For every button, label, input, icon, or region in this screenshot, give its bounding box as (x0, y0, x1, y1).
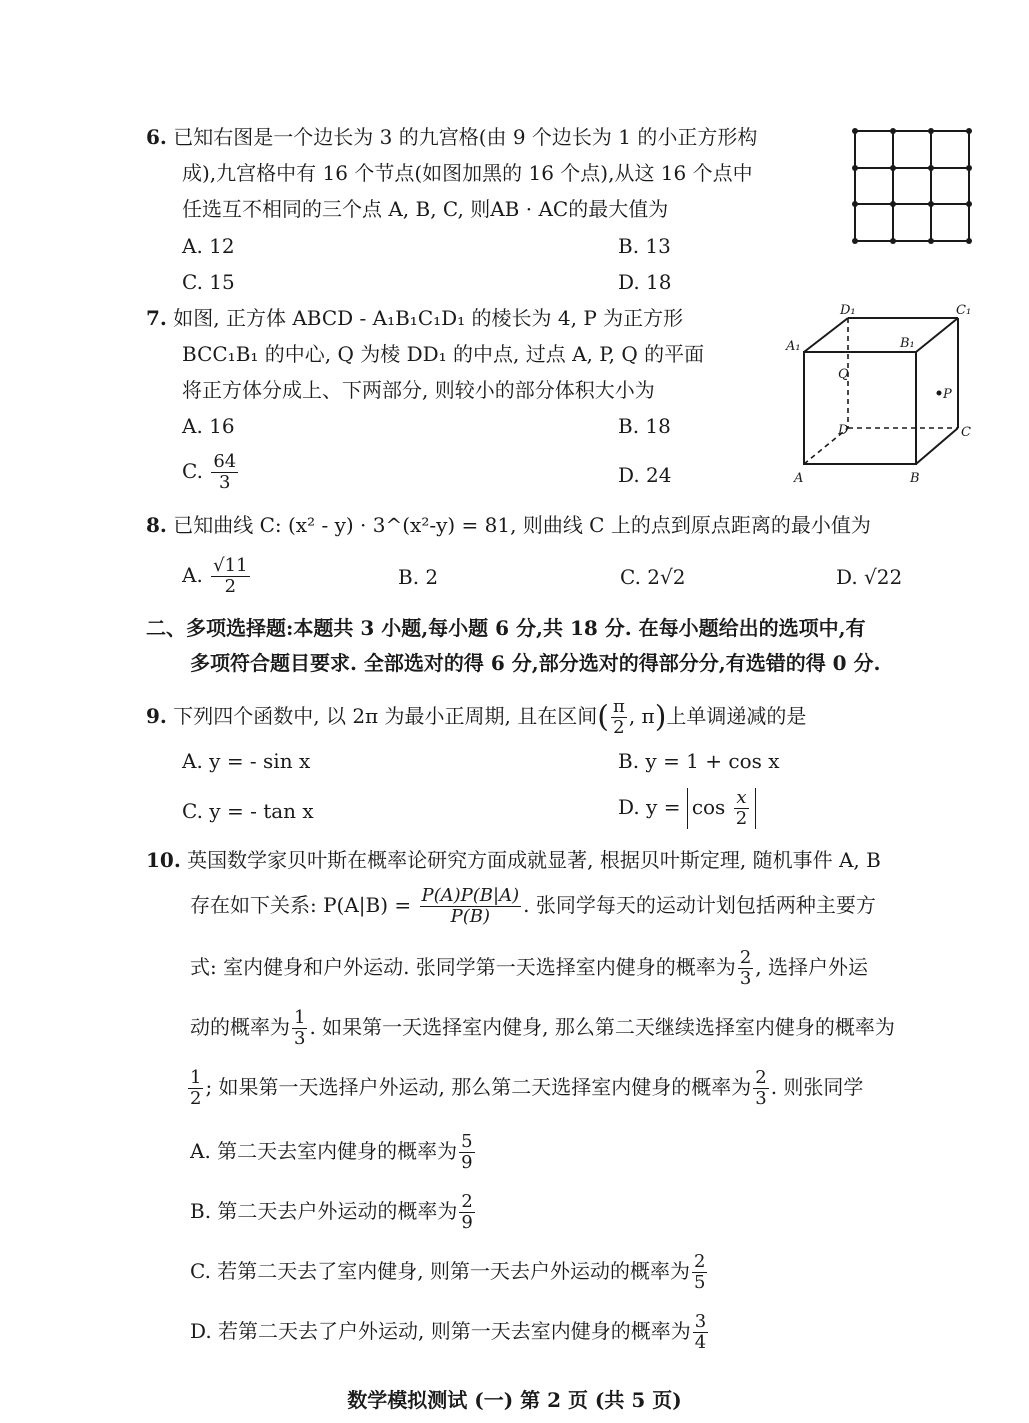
section2-heading-line2: 多项符合题目要求. 全部选对的得 6 分,部分选对的得部分分,有选错的得 0 分. (190, 651, 881, 675)
q10-p3-numerator: 1 (190, 1067, 202, 1088)
q10-p4-denominator: 3 (755, 1088, 767, 1109)
q10-text-1: 英国数学家贝叶斯在概率论研究方面成就显著, 根据贝叶斯定理, 随机事件 A, B (187, 848, 881, 872)
q10-option-d (190, 1312, 710, 1353)
q10-p2-denominator: 3 (294, 1028, 306, 1049)
q10-option-b-text: B. 第二天去户外运动的概率为 (190, 1199, 458, 1223)
q10-p3-denominator: 2 (190, 1088, 202, 1109)
q9-interval-fraction (611, 697, 627, 738)
q10-p4-fraction (753, 1068, 768, 1109)
cube-label-b: B (910, 471, 920, 486)
q8-option-c: C. 2√2 (620, 565, 686, 589)
q10-option-c-fraction (692, 1252, 707, 1293)
cube-label-d1: D₁ (840, 303, 856, 318)
q10-option-d-text: D. 若第二天去了户外运动, 则第一天去室内健身的概率为 (190, 1319, 691, 1343)
q10-line1 (146, 847, 881, 873)
q9-paren-open: ( (597, 699, 609, 735)
q10-p1-numerator: 2 (739, 947, 752, 968)
q10-line4-post: . 如果第一天选择室内健身, 那么第二天继续选择室内健身的概率为 (309, 1015, 895, 1039)
q10-option-a-fraction (459, 1132, 474, 1173)
q8-option-b: B. 2 (398, 565, 439, 589)
q10-p2-numerator: 1 (294, 1007, 306, 1028)
q10-option-a-numerator: 5 (461, 1131, 473, 1152)
q10-bayes-numerator: P(A)P(B|A) (421, 885, 520, 906)
q7-option-b: B. 18 (618, 414, 671, 438)
q8-option-a-numerator: √11 (213, 555, 248, 576)
q10-line3-post: , 选择户外运 (755, 955, 868, 979)
q9-option-d-cos: cos (691, 795, 726, 819)
q10-option-b-denominator: 9 (461, 1212, 473, 1233)
q10-option-d-numerator: 3 (694, 1311, 707, 1332)
q10-option-d-fraction (693, 1312, 708, 1353)
q10-bayes-fraction (420, 886, 522, 927)
q6-text-1: 已知右图是一个边长为 3 的九宫格(由 9 个边长为 1 的小正方形构 (173, 125, 758, 149)
q6-option-a: A. 12 (182, 234, 235, 258)
q10-option-a (190, 1132, 477, 1173)
q7-number: 7. (146, 306, 167, 330)
q10-line4-pre: 动的概率为 (190, 1015, 290, 1039)
cube-label-a: A (794, 471, 804, 486)
q10-line2 (190, 886, 876, 927)
cube-label-c: C (961, 425, 971, 440)
q9-number: 9. (146, 704, 167, 728)
q10-p1-fraction (738, 948, 753, 989)
q9-option-d-pre: D. y = (618, 795, 687, 819)
q9-option-d-abs (687, 788, 756, 829)
q10-option-c-numerator: 2 (694, 1251, 706, 1272)
q9-interval-denominator: 2 (613, 717, 625, 738)
q8-text: 已知曲线 C: (x² - y) · 3^(x²-y) = 81, 则曲线 C 上的点到原点距离的最小值为 (173, 513, 871, 537)
q10-line4 (190, 1008, 895, 1049)
nine-grid-figure (850, 126, 976, 246)
q10-option-b-fraction (459, 1192, 474, 1233)
cube-label-q: Q (838, 367, 849, 382)
q9-option-d-fraction (734, 788, 749, 829)
q10-line5 (186, 1068, 863, 1109)
q9-paren-close: ) (654, 699, 667, 735)
q8-option-a (182, 556, 252, 597)
q10-number: 10. (146, 848, 181, 872)
q9-option-d-denominator: 2 (735, 808, 748, 829)
cube-figure (782, 300, 982, 492)
q6-line3: 任选互不相同的三个点 A, B, C, 则AB · AC的最大值为 (182, 197, 669, 221)
q10-line5-mid: ; 如果第一天选择户外运动, 那么第二天选择室内健身的概率为 (205, 1075, 752, 1099)
q7-text-1: 如图, 正方体 ABCD - A₁B₁C₁D₁ 的棱长为 4, P 为正方形 (173, 306, 684, 330)
q8-option-a-label: A. (182, 563, 203, 587)
q10-option-c-denominator: 5 (694, 1272, 706, 1293)
q7-line1 (146, 305, 683, 331)
q7-option-c-label: C. (182, 459, 203, 483)
cube-label-p: P (943, 387, 952, 402)
q9-text-pre: 下列四个函数中, 以 2π 为最小正周期, 且在区间 (173, 704, 598, 728)
q6-option-b: B. 13 (618, 234, 671, 258)
q6-line1 (146, 124, 757, 150)
q10-option-a-denominator: 9 (461, 1152, 473, 1173)
q8-line1 (146, 512, 871, 538)
q10-option-d-denominator: 4 (694, 1332, 707, 1353)
section2-heading-line1: 二、多项选择题:本题共 3 小题,每小题 6 分,共 18 分. 在每小题给出的选项中,有 (146, 616, 866, 640)
q6-option-d: D. 18 (618, 270, 672, 294)
q7-option-c-denominator: 3 (219, 472, 231, 493)
q10-bayes-denominator: P(B) (450, 906, 491, 927)
q7-option-c (182, 452, 240, 493)
q9-option-d (618, 788, 756, 829)
q9-text-post: 上单调递减的是 (666, 704, 807, 728)
q6-option-c: C. 15 (182, 270, 235, 294)
q10-p3-fraction (188, 1068, 203, 1109)
q7-option-c-fraction (211, 452, 238, 493)
q9-line1 (146, 697, 806, 738)
q9-option-a: A. y = - sin x (182, 749, 311, 773)
cube-label-c1: C₁ (956, 303, 972, 318)
q10-line2-post: . 张同学每天的运动计划包括两种主要方 (523, 893, 876, 917)
q10-p4-numerator: 2 (755, 1067, 767, 1088)
q8-option-a-fraction (211, 556, 249, 597)
q7-option-d: D. 24 (618, 463, 672, 487)
q8-option-a-denominator: 2 (224, 576, 237, 597)
q10-option-b-numerator: 2 (461, 1191, 473, 1212)
q10-option-a-text: A. 第二天去室内健身的概率为 (190, 1139, 458, 1163)
q7-option-a: A. 16 (182, 414, 235, 438)
q10-option-c-text: C. 若第二天去了室内健身, 则第一天去户外运动的概率为 (190, 1259, 691, 1283)
q9-option-d-numerator: x (734, 788, 749, 809)
q6-number: 6. (146, 125, 167, 149)
q10-option-c (190, 1252, 709, 1293)
q10-p1-denominator: 3 (739, 968, 752, 989)
q10-line3 (190, 948, 868, 989)
q7-line3: 将正方体分成上、下两部分, 则较小的部分体积大小为 (182, 378, 655, 402)
q10-p2-fraction (292, 1008, 307, 1049)
q9-interval-post: , π (628, 704, 655, 728)
q6-line2: 成),九宫格中有 16 个节点(如图加黑的 16 个点),从这 16 个点中 (182, 161, 753, 185)
cube-label-a1: A₁ (786, 339, 801, 354)
q10-line3-pre: 式: 室内健身和户外运动. 张同学第一天选择室内健身的概率为 (190, 955, 736, 979)
q7-line2: BCC₁B₁ 的中心, Q 为棱 DD₁ 的中点, 过点 A, P, Q 的平面 (182, 342, 705, 366)
cube-label-b1: B₁ (900, 336, 915, 351)
q10-line2-pre: 存在如下关系: P(A|B) = (190, 893, 412, 917)
q9-interval-numerator: π (612, 696, 625, 717)
q7-option-c-numerator: 64 (213, 451, 237, 472)
page-footer: 数学模拟测试 (一) 第 2 页 (共 5 页) (347, 1388, 682, 1412)
q9-option-c: C. y = - tan x (182, 799, 314, 823)
q10-line5-post: . 则张同学 (770, 1075, 864, 1099)
q8-option-d: D. √22 (836, 565, 903, 589)
q9-option-b: B. y = 1 + cos x (618, 749, 780, 773)
q8-number: 8. (146, 513, 167, 537)
q10-option-b (190, 1192, 477, 1233)
cube-label-d: D (838, 423, 849, 438)
